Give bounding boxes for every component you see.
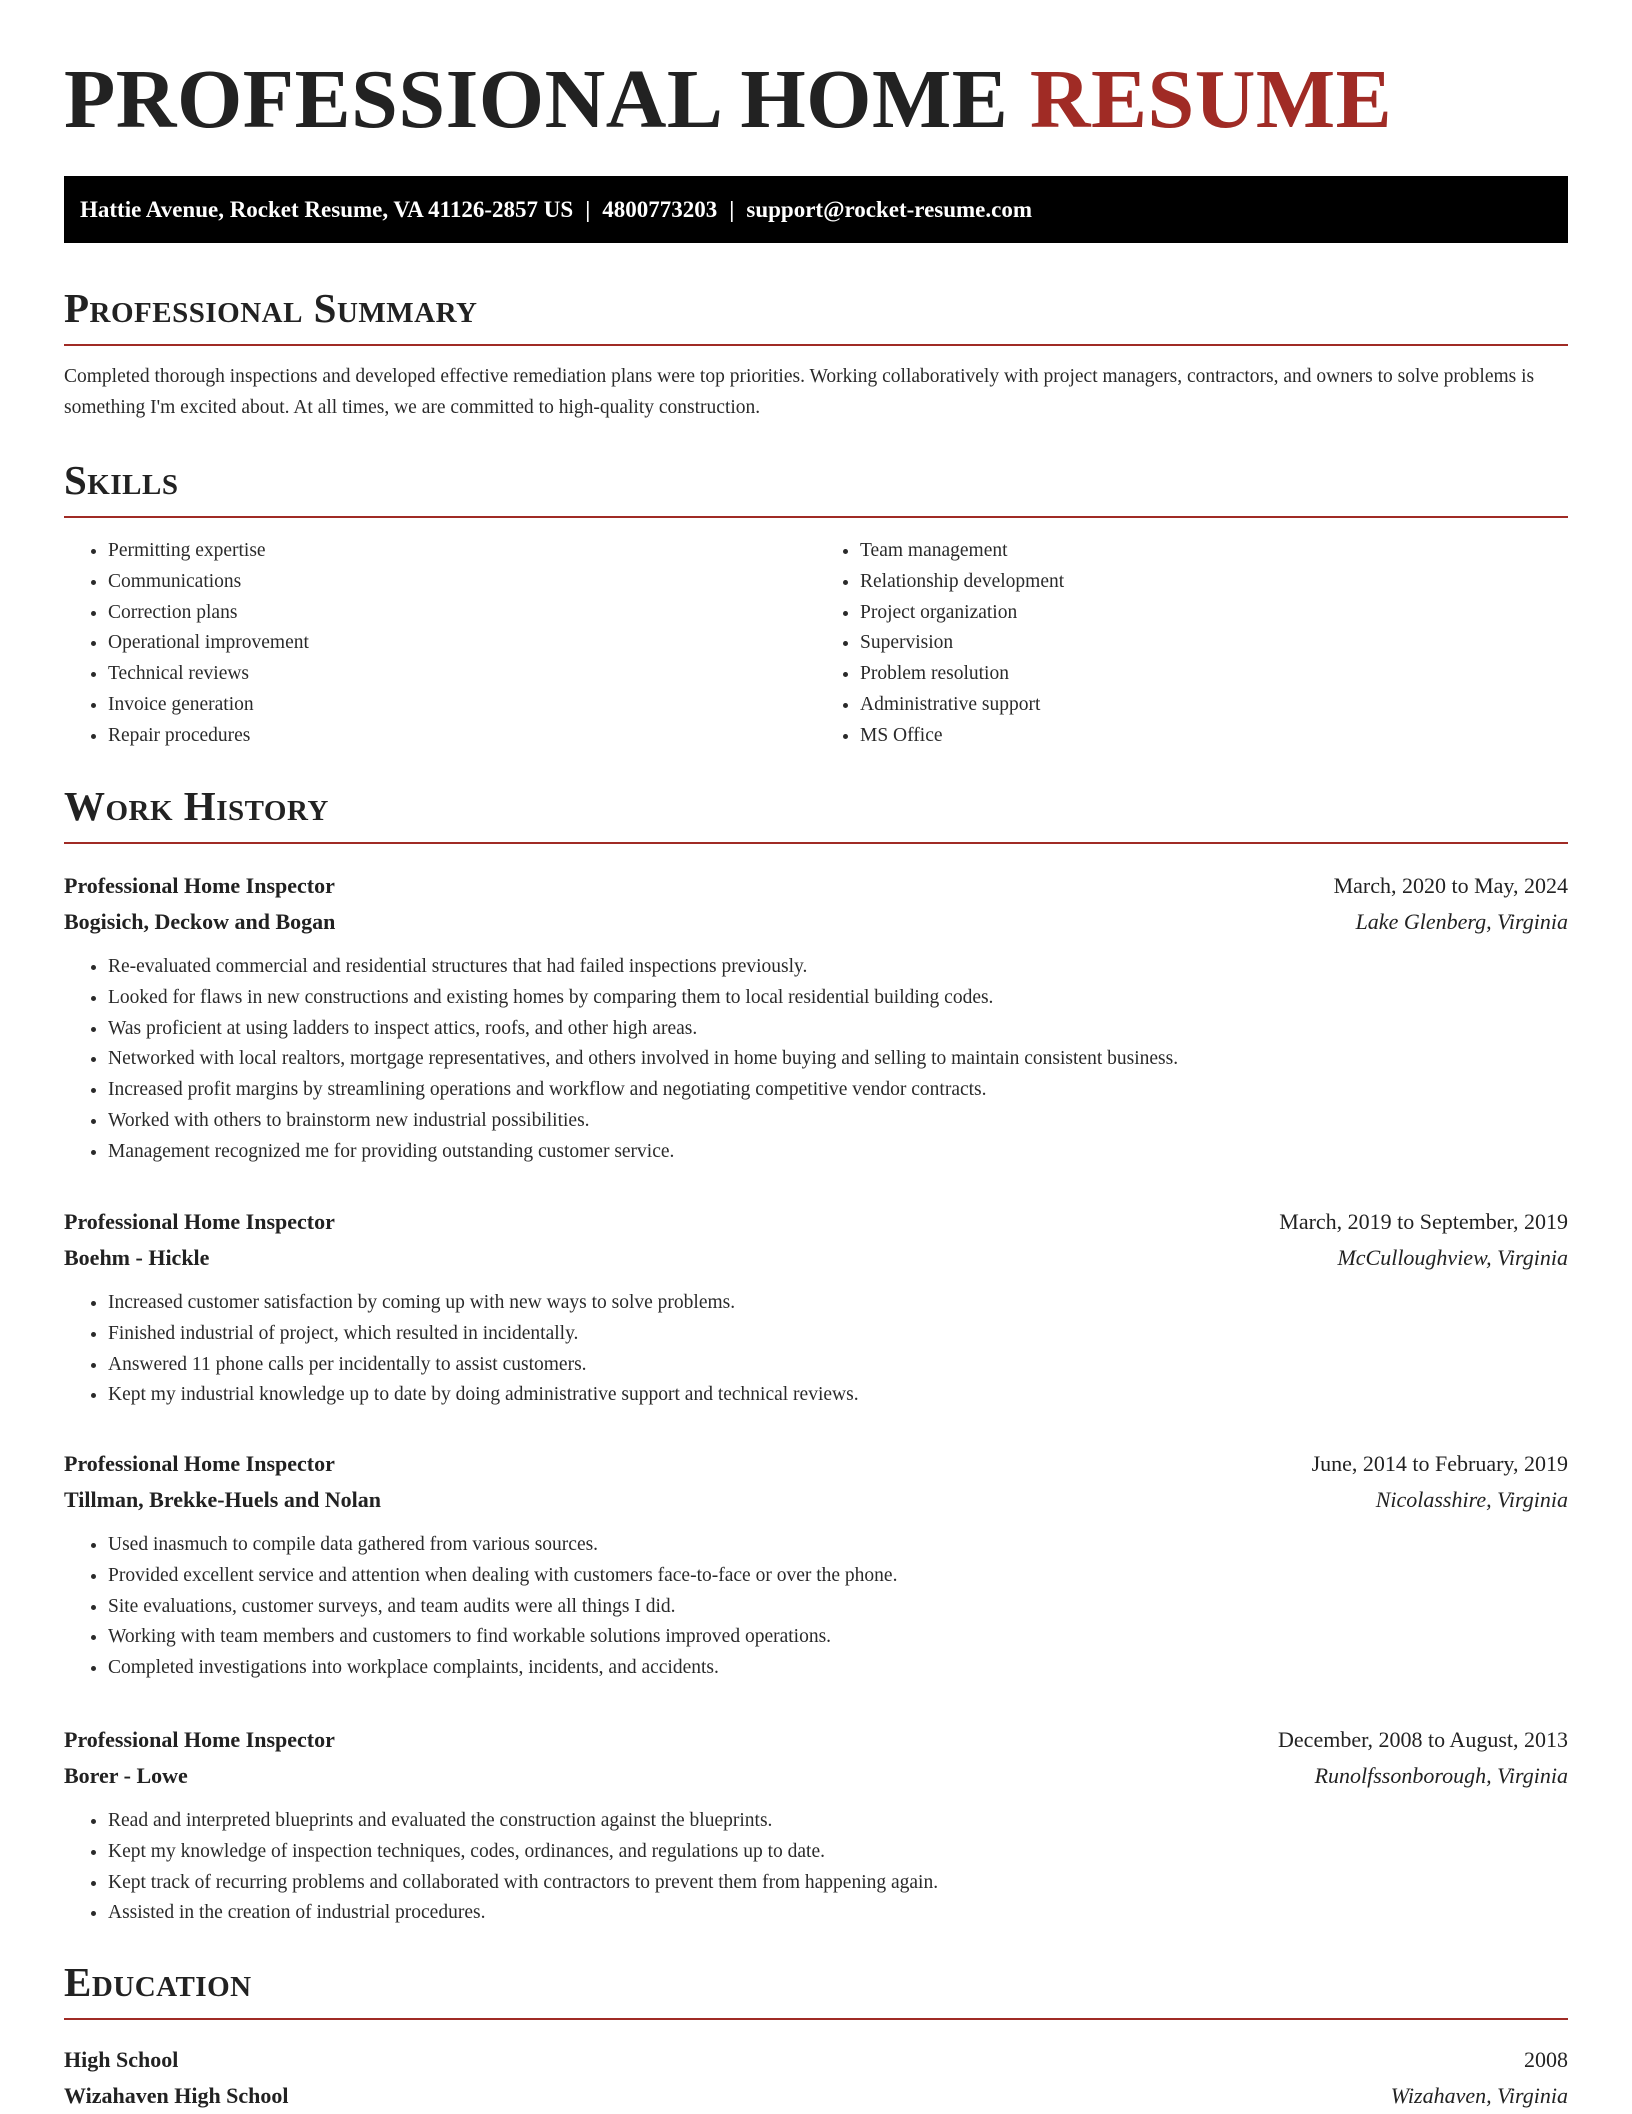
job-entry — [64, 1446, 1568, 1684]
job-bullet: • Completed investigations into workplace complaints, incidents, and accidents. — [108, 1653, 1568, 1684]
education-heading: Education — [64, 1959, 252, 2005]
job-bullet: • Assisted in the creation of industrial procedures. — [108, 1898, 1568, 1929]
title-main: PROFESSIONAL HOME — [64, 53, 1009, 146]
skill-item: • Invoice generation — [108, 690, 816, 721]
job-dates: December, 2008 to August, 2013 — [1278, 1727, 1568, 1752]
section-divider — [64, 2018, 1568, 2020]
skills-left-list — [64, 536, 816, 752]
job-bullet: • Site evaluations, customer surveys, and team audits were all things I did. — [108, 1592, 1568, 1623]
skill-item: • Operational improvement — [108, 628, 816, 659]
skill-item: • Relationship development — [860, 567, 1568, 598]
job-entry — [64, 1204, 1568, 1411]
job-location: Lake Glenberg, Virginia — [1355, 909, 1568, 934]
work-history-heading: Work History — [64, 783, 329, 829]
skills-columns — [64, 536, 1568, 752]
section-divider — [64, 842, 1568, 844]
job-bullet: • Finished industrial of project, which resulted in incidentally. — [108, 1319, 1568, 1350]
job-bullet: • Kept track of recurring problems and collaborated with contractors to prevent them from happening again. — [108, 1868, 1568, 1899]
job-bullet-list — [64, 952, 1568, 1168]
contact-address: Hattie Avenue, Rocket Resume, VA 41126-2857 US — [80, 197, 574, 222]
job-title: Professional Home Inspector — [64, 1209, 335, 1234]
contact-separator: | — [729, 197, 735, 222]
job-dates: March, 2020 to May, 2024 — [1333, 873, 1568, 898]
job-bullet: • Looked for flaws in new constructions and existing homes by comparing them to local residential building codes. — [108, 983, 1568, 1014]
job-dates: June, 2014 to February, 2019 — [1311, 1451, 1568, 1476]
contact-email[interactable]: support@rocket-resume.com — [746, 197, 1033, 222]
job-bullet: • Increased profit margins by streamlining operations and workflow and negotiating competitive vendor contracts. — [108, 1075, 1568, 1106]
education-degree: High School — [64, 2047, 179, 2072]
job-title: Professional Home Inspector — [64, 1451, 335, 1476]
skill-item: • Supervision — [860, 628, 1568, 659]
summary-heading: Professional Summary — [64, 285, 478, 331]
section-divider — [64, 344, 1568, 346]
job-bullet: • Working with team members and customers to find workable solutions improved operations. — [108, 1622, 1568, 1653]
skill-item: • Technical reviews — [108, 659, 816, 690]
work-history-section — [64, 782, 1568, 844]
summary-text: Completed thorough inspections and developed effective remediation plans were top priorities. Working collaboratively with project managers, contractors, and owners to solve problems is something I'm excited about. At all times, we are committed to high-quality construction. — [64, 366, 1535, 418]
education-year: 2008 — [1524, 2047, 1568, 2072]
job-bullet: • Answered 11 phone calls per incidentally to assist customers. — [108, 1350, 1568, 1381]
title-accent: RESUME — [1029, 53, 1393, 146]
job-title: Professional Home Inspector — [64, 873, 335, 898]
skill-item: • Permitting expertise — [108, 536, 816, 567]
skill-item: • MS Office — [860, 721, 1568, 752]
job-company: Boehm - Hickle — [64, 1245, 210, 1270]
skill-item: • Communications — [108, 567, 816, 598]
skill-item: • Administrative support — [860, 690, 1568, 721]
job-company: Tillman, Brekke-Huels and Nolan — [64, 1487, 382, 1512]
job-bullet: • Used inasmuch to compile data gathered from various sources. — [108, 1530, 1568, 1561]
education-location: Wizahaven, Virginia — [1390, 2083, 1568, 2108]
skill-item: • Team management — [860, 536, 1568, 567]
job-bullet-list — [64, 1530, 1568, 1684]
job-bullet: • Read and interpreted blueprints and evaluated the construction against the blueprints. — [108, 1806, 1568, 1837]
job-bullet: • Was proficient at using ladders to inspect attics, roofs, and other high areas. — [108, 1014, 1568, 1045]
resume-title — [64, 0, 1568, 146]
job-entry — [64, 1722, 1568, 1929]
job-bullet: • Worked with others to brainstorm new industrial possibilities. — [108, 1106, 1568, 1137]
resume-page — [64, 0, 1568, 2108]
contact-bar — [64, 176, 1568, 243]
skill-item: • Project organization — [860, 598, 1568, 629]
job-company: Borer - Lowe — [64, 1763, 188, 1788]
job-bullet-list — [64, 1806, 1568, 1929]
job-company: Bogisich, Deckow and Bogan — [64, 909, 336, 934]
skill-item: • Correction plans — [108, 598, 816, 629]
skills-heading: Skills — [64, 457, 179, 503]
education-section — [64, 1958, 1568, 2020]
job-location: McCulloughview, Virginia — [1337, 1245, 1568, 1270]
skills-section — [64, 456, 1568, 752]
section-divider — [64, 516, 1568, 518]
job-bullet: • Re-evaluated commercial and residential structures that had failed inspections previously. — [108, 952, 1568, 983]
job-bullet: • Increased customer satisfaction by coming up with new ways to solve problems. — [108, 1288, 1568, 1319]
education-school: Wizahaven High School — [64, 2083, 289, 2108]
job-bullet: • Kept my industrial knowledge up to date by doing administrative support and technical reviews. — [108, 1380, 1568, 1411]
job-bullet-list — [64, 1288, 1568, 1411]
skill-item: • Repair procedures — [108, 721, 816, 752]
job-dates: March, 2019 to September, 2019 — [1279, 1209, 1568, 1234]
job-location: Runolfssonborough, Virginia — [1314, 1763, 1568, 1788]
contact-phone[interactable]: 4800773203 — [602, 197, 718, 222]
education-entry — [64, 2042, 1568, 2114]
job-bullet: • Kept my knowledge of inspection techniques, codes, ordinances, and regulations up to date. — [108, 1837, 1568, 1868]
skills-right-list — [816, 536, 1568, 752]
job-location: Nicolasshire, Virginia — [1375, 1487, 1568, 1512]
job-title: Professional Home Inspector — [64, 1727, 335, 1752]
job-bullet: • Networked with local realtors, mortgage representatives, and others involved in home buying and selling to maintain consistent business. — [108, 1044, 1568, 1075]
job-entry — [64, 868, 1568, 1168]
skill-item: • Problem resolution — [860, 659, 1568, 690]
job-bullet: • Management recognized me for providing outstanding customer service. — [108, 1137, 1568, 1168]
summary-section — [64, 284, 1568, 423]
job-bullet: • Provided excellent service and attention when dealing with customers face-to-face or over the phone. — [108, 1561, 1568, 1592]
contact-separator: | — [585, 197, 591, 222]
